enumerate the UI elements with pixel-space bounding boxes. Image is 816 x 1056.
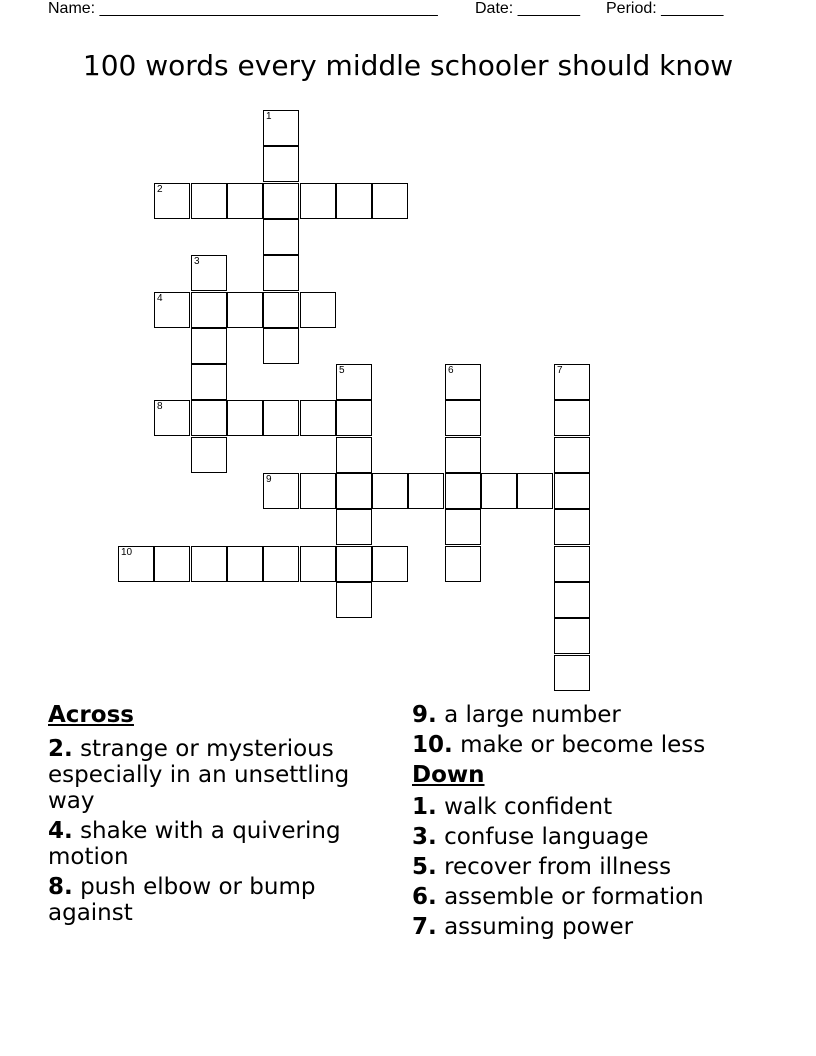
- clue-across-10: [412, 732, 772, 758]
- crossword-cell[interactable]: [554, 400, 590, 436]
- crossword-cell[interactable]: [554, 618, 590, 654]
- crossword-cell[interactable]: [154, 183, 190, 219]
- crossword-cell[interactable]: [263, 110, 299, 146]
- clue-number-label: 3: [194, 256, 200, 267]
- crossword-cell[interactable]: [300, 292, 336, 328]
- clue-text: recover from illness: [444, 854, 672, 880]
- clue-number-label: 1: [266, 111, 272, 122]
- crossword-cell[interactable]: [445, 437, 481, 473]
- crossword-cell[interactable]: [227, 183, 263, 219]
- crossword-cell[interactable]: [554, 364, 590, 400]
- crossword-cell[interactable]: [554, 509, 590, 545]
- clue-number-label: 5: [339, 365, 345, 376]
- crossword-cell[interactable]: [554, 473, 590, 509]
- clue-across-2: [48, 736, 388, 814]
- crossword-cell[interactable]: [517, 473, 553, 509]
- crossword-cell[interactable]: [445, 364, 481, 400]
- crossword-cell[interactable]: [481, 473, 517, 509]
- crossword-cell[interactable]: [154, 292, 190, 328]
- crossword-cell[interactable]: [300, 400, 336, 436]
- worksheet-header: [48, 0, 768, 20]
- crossword-cell[interactable]: [191, 546, 227, 582]
- clue-number: 8.: [48, 874, 73, 900]
- crossword-cell[interactable]: [336, 509, 372, 545]
- crossword-cell[interactable]: [263, 328, 299, 364]
- crossword-cell[interactable]: [263, 292, 299, 328]
- clue-number: 1.: [412, 794, 437, 820]
- crossword-cell[interactable]: [372, 183, 408, 219]
- crossword-cell[interactable]: [191, 255, 227, 291]
- clue-text: strange or mysterious especially in an unsettling way: [48, 736, 350, 814]
- crossword-cell[interactable]: [554, 546, 590, 582]
- crossword-cell[interactable]: [445, 473, 481, 509]
- clue-text: assemble or formation: [444, 884, 704, 910]
- clue-number: 5.: [412, 854, 437, 880]
- crossword-cell[interactable]: [263, 400, 299, 436]
- crossword-cell[interactable]: [191, 292, 227, 328]
- date-field[interactable]: Date: _______: [475, 0, 580, 17]
- crossword-cell[interactable]: [372, 546, 408, 582]
- clue-text: shake with a quivering motion: [48, 818, 341, 870]
- clues-column-left: [48, 702, 388, 930]
- clue-number-label: 4: [157, 293, 163, 304]
- clue-number: 3.: [412, 824, 437, 850]
- clue-text: push elbow or bump against: [48, 874, 316, 926]
- clue-number-label: 6: [448, 365, 454, 376]
- crossword-cell[interactable]: [336, 364, 372, 400]
- down-header: Down: [412, 762, 485, 788]
- clue-down-3: [412, 824, 772, 850]
- crossword-cell[interactable]: [336, 582, 372, 618]
- crossword-cell[interactable]: [263, 146, 299, 182]
- crossword-cell[interactable]: [300, 546, 336, 582]
- period-field[interactable]: Period: _______: [606, 0, 724, 17]
- crossword-cell[interactable]: [408, 473, 444, 509]
- clue-text: assuming power: [444, 914, 634, 940]
- crossword-cell[interactable]: [263, 219, 299, 255]
- crossword-cell[interactable]: [191, 364, 227, 400]
- clue-number: 9.: [412, 702, 437, 728]
- crossword-cell[interactable]: [336, 473, 372, 509]
- clue-number: 6.: [412, 884, 437, 910]
- crossword-cell[interactable]: [554, 655, 590, 691]
- clues-column-right: [412, 702, 772, 944]
- crossword-cell[interactable]: [554, 582, 590, 618]
- clue-across-9: [412, 702, 772, 728]
- crossword-cell[interactable]: [154, 400, 190, 436]
- clue-number-label: 2: [157, 184, 163, 195]
- crossword-cell[interactable]: [263, 255, 299, 291]
- crossword-cell[interactable]: [445, 509, 481, 545]
- clue-down-1: [412, 794, 772, 820]
- clue-number-label: 7: [557, 365, 563, 376]
- crossword-cell[interactable]: [554, 437, 590, 473]
- crossword-cell[interactable]: [336, 437, 372, 473]
- clue-number: 4.: [48, 818, 73, 844]
- clue-number-label: 10: [121, 547, 133, 558]
- crossword-cell[interactable]: [445, 546, 481, 582]
- crossword-cell[interactable]: [336, 400, 372, 436]
- clue-number: 2.: [48, 736, 73, 762]
- clue-text: walk confident: [444, 794, 613, 820]
- crossword-cell[interactable]: [336, 183, 372, 219]
- name-field[interactable]: Name: ______________________________________: [48, 0, 438, 17]
- clue-text: make or become less: [460, 732, 706, 758]
- crossword-cell[interactable]: [300, 183, 336, 219]
- crossword-cell[interactable]: [372, 473, 408, 509]
- page-title: 100 words every middle schooler should know: [82, 49, 734, 82]
- crossword-cell[interactable]: [227, 292, 263, 328]
- clue-down-6: [412, 884, 772, 910]
- crossword-cell[interactable]: [191, 328, 227, 364]
- clue-number-label: 9: [266, 474, 272, 485]
- across-header: Across: [48, 702, 134, 728]
- crossword-cell[interactable]: [154, 546, 190, 582]
- crossword-cell[interactable]: [191, 437, 227, 473]
- crossword-cell[interactable]: [227, 400, 263, 436]
- crossword-cell[interactable]: [445, 400, 481, 436]
- clue-number: 7.: [412, 914, 437, 940]
- clue-text: a large number: [444, 702, 621, 728]
- crossword-cell[interactable]: [336, 546, 372, 582]
- clue-number-label: 8: [157, 401, 163, 412]
- crossword-cell[interactable]: [227, 546, 263, 582]
- clue-across-4: [48, 818, 388, 870]
- clue-text: confuse language: [444, 824, 649, 850]
- crossword-cell[interactable]: [263, 546, 299, 582]
- crossword-cell[interactable]: [263, 473, 299, 509]
- crossword-cell[interactable]: [300, 473, 336, 509]
- crossword-cell[interactable]: [263, 183, 299, 219]
- crossword-cell[interactable]: [118, 546, 154, 582]
- clue-number: 10.: [412, 732, 453, 758]
- clue-down-7: [412, 914, 772, 940]
- crossword-cell[interactable]: [191, 183, 227, 219]
- clue-across-8: [48, 874, 388, 926]
- crossword-cell[interactable]: [191, 400, 227, 436]
- clue-down-5: [412, 854, 772, 880]
